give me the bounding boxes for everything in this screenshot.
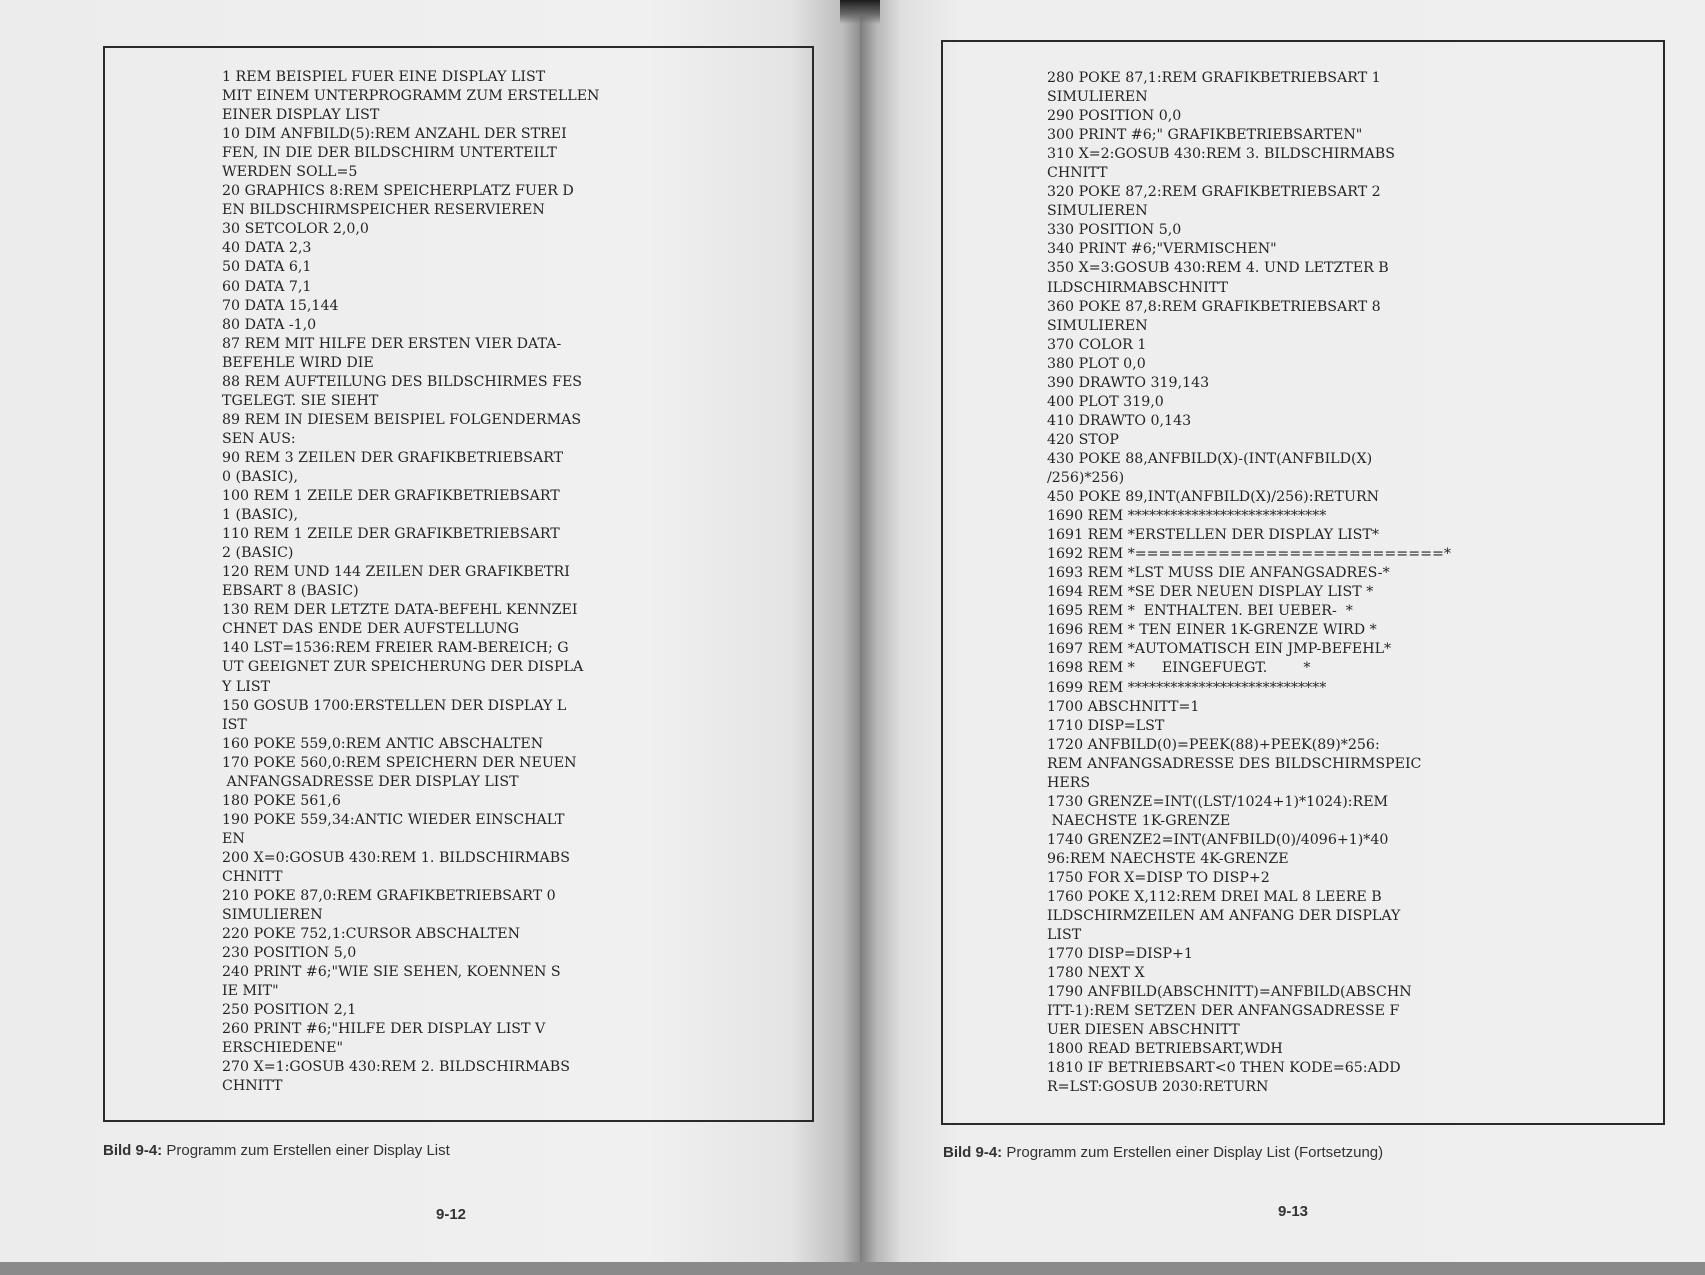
- code-line: 1695 REM * ENTHALTEN. BEI UEBER- *: [1047, 603, 1353, 620]
- code-line: 96:REM NAECHSTE 4K-GRENZE: [1047, 850, 1289, 867]
- code-line: 160 POKE 559,0:REM ANTIC ABSCHALTEN: [222, 735, 544, 752]
- code-line: 200 X=0:GOSUB 430:REM 1. BILDSCHIRMABS: [222, 849, 570, 866]
- code-line: 1720 ANFBILD(0)=PEEK(88)+PEEK(89)*256:: [1047, 736, 1380, 753]
- code-line: 1698 REM * EINGEFUEGT. *: [1047, 660, 1311, 677]
- bottom-edge: [0, 1262, 1705, 1275]
- code-line: 1694 REM *SE DER NEUEN DISPLAY LIST *: [1047, 584, 1374, 601]
- code-line: EN BILDSCHIRMSPEICHER RESERVIEREN: [222, 202, 545, 219]
- code-line: 310 X=2:GOSUB 430:REM 3. BILDSCHIRMABS: [1047, 146, 1395, 163]
- code-line: 300 PRINT #6;" GRAFIKBETRIEBSARTEN": [1047, 127, 1363, 144]
- caption-text: Programm zum Erstellen einer Display List: [162, 1142, 450, 1159]
- code-line: 260 PRINT #6;"HILFE DER DISPLAY LIST V: [222, 1021, 546, 1038]
- code-line: 88 REM AUFTEILUNG DES BILDSCHIRMES FES: [222, 373, 583, 390]
- code-line: 150 GOSUB 1700:ERSTELLEN DER DISPLAY L: [222, 697, 567, 714]
- code-line: 1699 REM ****************************: [1047, 679, 1327, 696]
- code-line: 410 DRAWTO 0,143: [1047, 412, 1192, 429]
- code-line: Y LIST: [222, 678, 271, 695]
- left-page-number: 9-12: [436, 1206, 467, 1223]
- code-line: 1 (BASIC),: [222, 507, 298, 524]
- code-line: MIT EINEM UNTERPROGRAMM ZUM ERSTELLEN: [222, 88, 600, 105]
- code-line: 110 REM 1 ZEILE DER GRAFIKBETRIEBSART: [222, 526, 560, 543]
- code-line: 370 COLOR 1: [1047, 336, 1147, 353]
- code-line: 130 REM DER LETZTE DATA-BEFEHL KENNZEI: [222, 602, 578, 619]
- code-line: 50 DATA 6,1: [222, 259, 312, 276]
- figure-label: Bild 9-4:: [943, 1144, 1003, 1161]
- code-line: 430 POKE 88,ANFBILD(X)-(INT(ANFBILD(X): [1047, 450, 1373, 467]
- code-line: 60 DATA 7,1: [222, 278, 312, 295]
- code-line: 240 PRINT #6;"WIE SIE SEHEN, KOENNEN S: [222, 964, 561, 981]
- code-line: 390 DRAWTO 319,143: [1047, 374, 1210, 391]
- caption-text: Programm zum Erstellen einer Display List (Fortsetzung): [1002, 1144, 1384, 1161]
- code-line: 1700 ABSCHNITT=1: [1047, 698, 1200, 715]
- code-line: SIMULIEREN: [1047, 89, 1148, 106]
- code-line: 180 POKE 561,6: [222, 792, 341, 809]
- code-line: 230 POSITION 5,0: [222, 945, 357, 962]
- code-line: 2 (BASIC): [222, 545, 294, 562]
- code-line: 450 POKE 89,INT(ANFBILD(X)/256):RETURN: [1047, 489, 1380, 506]
- code-line: /256)*256): [1047, 469, 1125, 486]
- code-line: IE MIT": [222, 983, 279, 1000]
- code-line: BEFEHLE WIRD DIE: [222, 354, 374, 371]
- code-line: 170 POKE 560,0:REM SPEICHERN DER NEUEN: [222, 754, 577, 771]
- code-line: 320 POKE 87,2:REM GRAFIKBETRIEBSART 2: [1047, 184, 1381, 201]
- code-line: 360 POKE 87,8:REM GRAFIKBETRIEBSART 8: [1047, 298, 1381, 315]
- code-line: 20 GRAPHICS 8:REM SPEICHERPLATZ FUER D: [222, 183, 574, 200]
- code-line: 1697 REM *AUTOMATISCH EIN JMP-BEFEHL*: [1047, 641, 1392, 658]
- code-line: FEN, IN DIE DER BILDSCHIRM UNTERTEILT: [222, 145, 557, 162]
- code-line: 280 POKE 87,1:REM GRAFIKBETRIEBSART 1: [1047, 70, 1381, 86]
- code-line: LIST: [1047, 927, 1082, 944]
- code-line: 100 REM 1 ZEILE DER GRAFIKBETRIEBSART: [222, 488, 560, 505]
- code-line: 40 DATA 2,3: [222, 240, 312, 257]
- code-line: 1691 REM *ERSTELLEN DER DISPLAY LIST*: [1047, 527, 1379, 544]
- code-line: 420 STOP: [1047, 431, 1119, 448]
- code-line: CHNITT: [222, 1078, 283, 1095]
- code-line: 340 PRINT #6;"VERMISCHEN": [1047, 241, 1277, 258]
- code-line: 90 REM 3 ZEILEN DER GRAFIKBETRIEBSART: [222, 449, 564, 466]
- code-line: NAECHSTE 1K-GRENZE: [1047, 812, 1231, 829]
- code-line: 1710 DISP=LST: [1047, 717, 1165, 734]
- code-line: 30 SETCOLOR 2,0,0: [222, 221, 369, 238]
- code-line: 1696 REM * TEN EINER 1K-GRENZE WIRD *: [1047, 622, 1377, 639]
- code-line: 250 POSITION 2,1: [222, 1002, 357, 1019]
- code-line: CHNITT: [222, 868, 283, 885]
- code-line: 1760 POKE X,112:REM DREI MAL 8 LEERE B: [1047, 889, 1382, 906]
- code-line: 0 (BASIC),: [222, 468, 298, 485]
- code-line: 1692 REM *==========================*: [1047, 546, 1451, 563]
- code-line: 210 POKE 87,0:REM GRAFIKBETRIEBSART 0: [222, 888, 556, 905]
- code-line: 220 POKE 752,1:CURSOR ABSCHALTEN: [222, 926, 521, 943]
- code-line: 140 LST=1536:REM FREIER RAM-BEREICH; G: [222, 640, 569, 657]
- code-line: ILDSCHIRMZEILEN AM ANFANG DER DISPLAY: [1047, 908, 1401, 925]
- code-line: UER DIESEN ABSCHNITT: [1047, 1022, 1240, 1039]
- code-line: 350 X=3:GOSUB 430:REM 4. UND LETZTER B: [1047, 260, 1389, 277]
- code-line: ILDSCHIRMABSCHNITT: [1047, 279, 1228, 296]
- code-line: 380 PLOT 0,0: [1047, 355, 1146, 372]
- code-line: EN: [222, 830, 245, 847]
- code-line: 1690 REM ****************************: [1047, 508, 1327, 525]
- code-line: 190 POKE 559,34:ANTIC WIEDER EINSCHALT: [222, 811, 565, 828]
- right-figure-caption: [943, 1144, 1383, 1161]
- figure-label: Bild 9-4:: [103, 1142, 163, 1159]
- code-line: 1780 NEXT X: [1047, 965, 1145, 982]
- code-line: SIMULIEREN: [1047, 203, 1148, 220]
- code-line: HERS: [1047, 774, 1091, 791]
- code-line: 10 DIM ANFBILD(5):REM ANZAHL DER STREI: [222, 126, 567, 143]
- code-line: WERDEN SOLL=5: [222, 164, 358, 181]
- code-line: 1693 REM *LST MUSS DIE ANFANGSADRES-*: [1047, 565, 1390, 582]
- left-figure-caption: [103, 1142, 450, 1159]
- code-line: ITT-1):REM SETZEN DER ANFANGSADRESSE F: [1047, 1003, 1400, 1020]
- code-line: 1740 GRENZE2=INT(ANFBILD(0)/4096+1)*40: [1047, 831, 1389, 848]
- code-line: 1750 FOR X=DISP TO DISP+2: [1047, 869, 1270, 886]
- code-line: UT GEEIGNET ZUR SPEICHERUNG DER DISPLA: [222, 659, 584, 676]
- code-line: 1770 DISP=DISP+1: [1047, 946, 1193, 963]
- code-line: 1730 GRENZE=INT((LST/1024+1)*1024):REM: [1047, 793, 1389, 810]
- code-line: CHNITT: [1047, 165, 1108, 182]
- code-line: ANFANGSADRESSE DER DISPLAY LIST: [222, 773, 519, 790]
- code-line: 89 REM IN DIESEM BEISPIEL FOLGENDERMAS: [222, 411, 582, 428]
- code-line: 290 POSITION 0,0: [1047, 108, 1182, 125]
- code-line: SIMULIEREN: [222, 907, 323, 924]
- code-line: ERSCHIEDENE": [222, 1040, 343, 1057]
- code-line: 1810 IF BETRIEBSART<0 THEN KODE=65:ADD: [1047, 1060, 1401, 1077]
- code-line: IST: [222, 716, 247, 733]
- code-line: SEN AUS:: [222, 430, 296, 447]
- code-line: 1 REM BEISPIEL FUER EINE DISPLAY LIST: [222, 69, 546, 85]
- code-line: 120 REM UND 144 ZEILEN DER GRAFIKBETRI: [222, 564, 570, 581]
- code-line: 1790 ANFBILD(ABSCHNITT)=ANFBILD(ABSCHN: [1047, 984, 1412, 1001]
- code-line: TGELEGT. SIE SIEHT: [222, 392, 379, 409]
- code-line: REM ANFANGSADRESSE DES BILDSCHIRMSPEIC: [1047, 755, 1422, 772]
- code-line: 330 POSITION 5,0: [1047, 222, 1182, 239]
- code-line: EBSART 8 (BASIC): [222, 583, 359, 600]
- code-line: 87 REM MIT HILFE DER ERSTEN VIER DATA-: [222, 335, 562, 352]
- code-line: EINER DISPLAY LIST: [222, 107, 380, 124]
- code-line: 400 PLOT 319,0: [1047, 393, 1164, 410]
- code-line: 270 X=1:GOSUB 430:REM 2. BILDSCHIRMABS: [222, 1059, 570, 1076]
- code-line: 1800 READ BETRIEBSART,WDH: [1047, 1041, 1283, 1058]
- code-line: 70 DATA 15,144: [222, 297, 339, 314]
- code-line: SIMULIEREN: [1047, 317, 1148, 334]
- right-code-listing: [1047, 69, 1451, 1098]
- code-line: 80 DATA -1,0: [222, 316, 317, 333]
- code-line: R=LST:GOSUB 2030:RETURN: [1047, 1079, 1269, 1096]
- right-page-number: 9-13: [1278, 1203, 1309, 1220]
- code-line: CHNET DAS ENDE DER AUFSTELLUNG: [222, 621, 520, 638]
- gutter-shadow: [840, 0, 880, 24]
- left-code-listing: [222, 68, 599, 1097]
